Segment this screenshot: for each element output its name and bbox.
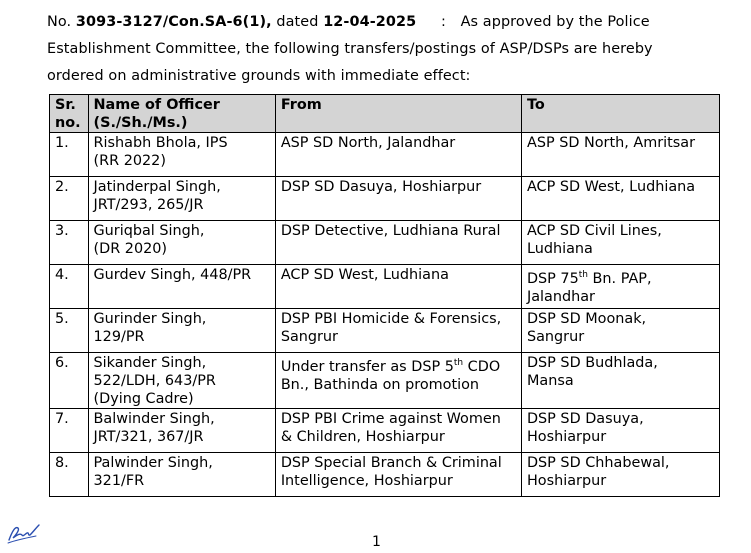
cell-name: Palwinder Singh, 321/FR — [88, 453, 275, 497]
table-row — [50, 221, 720, 265]
col-name: Name of Officer (S./Sh./Ms.) — [88, 95, 275, 133]
order-prefix: No. — [47, 14, 72, 30]
signature-initials-icon — [6, 518, 40, 546]
cell-from: DSP Special Branch & Criminal Intelligence, Hoshiarpur — [275, 453, 521, 497]
cell-to: DSP 75th Bn. PAP, Jalandhar — [521, 265, 719, 309]
table-row — [50, 453, 720, 497]
intro-line2: Establishment Committee, the following transfers/postings of ASP/DSPs are hereby — [47, 41, 653, 57]
cell-name: Sikander Singh, 522/LDH, 643/PR (Dying Cadre) — [88, 353, 275, 409]
colon: : — [440, 14, 446, 30]
cell-name: Rishabh Bhola, IPS (RR 2022) — [88, 133, 275, 177]
cell-from: DSP PBI Homicide & Forensics, Sangrur — [275, 309, 521, 353]
table-header-row — [50, 95, 720, 133]
cell-name: Jatinderpal Singh, JRT/293, 265/JR — [88, 177, 275, 221]
cell-name: Balwinder Singh, JRT/321, 367/JR — [88, 409, 275, 453]
cell-from: DSP Detective, Ludhiana Rural — [275, 221, 521, 265]
transfers-table — [49, 94, 720, 497]
cell-from: DSP PBI Crime against Women & Children, Hoshiarpur — [275, 409, 521, 453]
cell-to: DSP SD Chhabewal, Hoshiarpur — [521, 453, 719, 497]
page-number: 1 — [372, 534, 381, 550]
cell-to: ASP SD North, Amritsar — [521, 133, 719, 177]
intro-line3: ordered on administrative grounds with immediate effect: — [47, 68, 471, 84]
table-row — [50, 409, 720, 453]
cell-sr: 1. — [50, 133, 89, 177]
cell-from: Under transfer as DSP 5th CDO Bn., Bathinda on promotion — [275, 353, 521, 409]
cell-to: ACP SD Civil Lines, Ludhiana — [521, 221, 719, 265]
table-row — [50, 177, 720, 221]
cell-sr: 3. — [50, 221, 89, 265]
cell-name: Gurdev Singh, 448/PR — [88, 265, 275, 309]
cell-sr: 6. — [50, 353, 89, 409]
order-date: 12-04-2025 — [323, 14, 417, 30]
cell-to: DSP SD Moonak, Sangrur — [521, 309, 719, 353]
cell-name: Guriqbal Singh, (DR 2020) — [88, 221, 275, 265]
col-from: From — [275, 95, 521, 133]
order-intro — [47, 9, 719, 90]
table-row — [50, 133, 720, 177]
dated-label: dated — [276, 14, 319, 30]
table-row — [50, 265, 720, 309]
cell-sr: 8. — [50, 453, 89, 497]
table-row — [50, 353, 720, 409]
order-number: 3093-3127/Con.SA-6(1), — [75, 14, 272, 30]
cell-from: ASP SD North, Jalandhar — [275, 133, 521, 177]
cell-sr: 5. — [50, 309, 89, 353]
table-row — [50, 309, 720, 353]
col-sr-no: Sr. no. — [50, 95, 89, 133]
cell-from: ACP SD West, Ludhiana — [275, 265, 521, 309]
cell-sr: 2. — [50, 177, 89, 221]
cell-name: Gurinder Singh, 129/PR — [88, 309, 275, 353]
col-to: To — [521, 95, 719, 133]
cell-to: DSP SD Dasuya, Hoshiarpur — [521, 409, 719, 453]
cell-from: DSP SD Dasuya, Hoshiarpur — [275, 177, 521, 221]
cell-to: ACP SD West, Ludhiana — [521, 177, 719, 221]
cell-sr: 7. — [50, 409, 89, 453]
intro-line1-rest: As approved by the Police — [460, 14, 650, 30]
cell-sr: 4. — [50, 265, 89, 309]
cell-to: DSP SD Budhlada, Mansa — [521, 353, 719, 409]
